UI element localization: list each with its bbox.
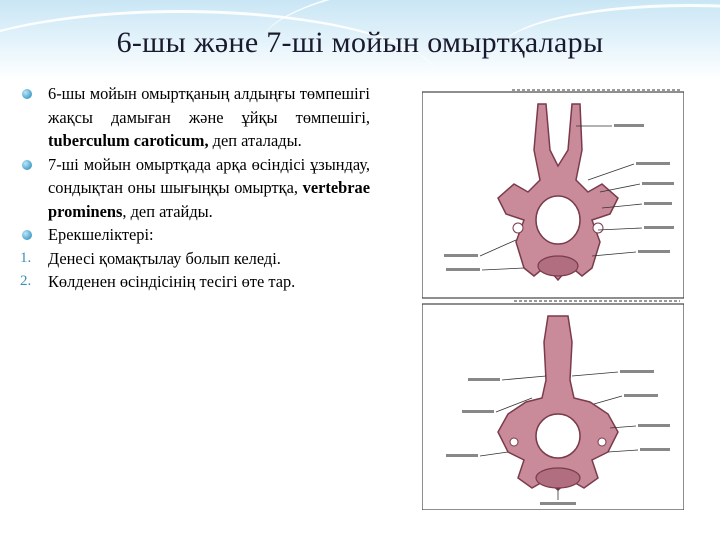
item-text: Көлденен өсіндісінің тесігі өте тар. <box>48 272 296 291</box>
list-item <box>20 223 370 247</box>
item-text: , деп атайды. <box>122 201 213 221</box>
item-text: Денесі қомақтылау болып келеді. <box>48 248 281 268</box>
vertebrae-illustration <box>422 80 684 510</box>
numbered-item <box>20 270 370 294</box>
slide-title: 6-шы және 7-ші мойын омыртқалары <box>116 26 604 59</box>
item-text: Ерекшеліктері: <box>48 225 154 244</box>
bullet-dot-icon <box>22 89 32 99</box>
numbered-item <box>20 247 370 271</box>
item-text: 6-шы мойын омыртқаның алдыңғы төмпешігі жақсы дамыған және ұйқы төмпешігі, <box>48 84 370 127</box>
latin-term: vertebrae prominens <box>48 178 370 221</box>
content-list <box>20 82 370 294</box>
list-item <box>20 82 370 153</box>
item-text: 7-ші мойын омыртқада арқа өсіндісі ұзындау, сондықтан оны шығыңқы омыртқа, <box>48 154 370 197</box>
item-number: 2. <box>20 273 32 289</box>
bullet-dot-icon <box>22 230 32 240</box>
item-number: 1. <box>20 249 32 266</box>
vertebrae-drawing <box>422 80 684 510</box>
list-item <box>20 153 370 224</box>
bullet-dot-icon <box>22 160 32 170</box>
latin-term: tuberculum caroticum, <box>48 131 209 150</box>
item-text: деп аталады. <box>208 131 302 150</box>
